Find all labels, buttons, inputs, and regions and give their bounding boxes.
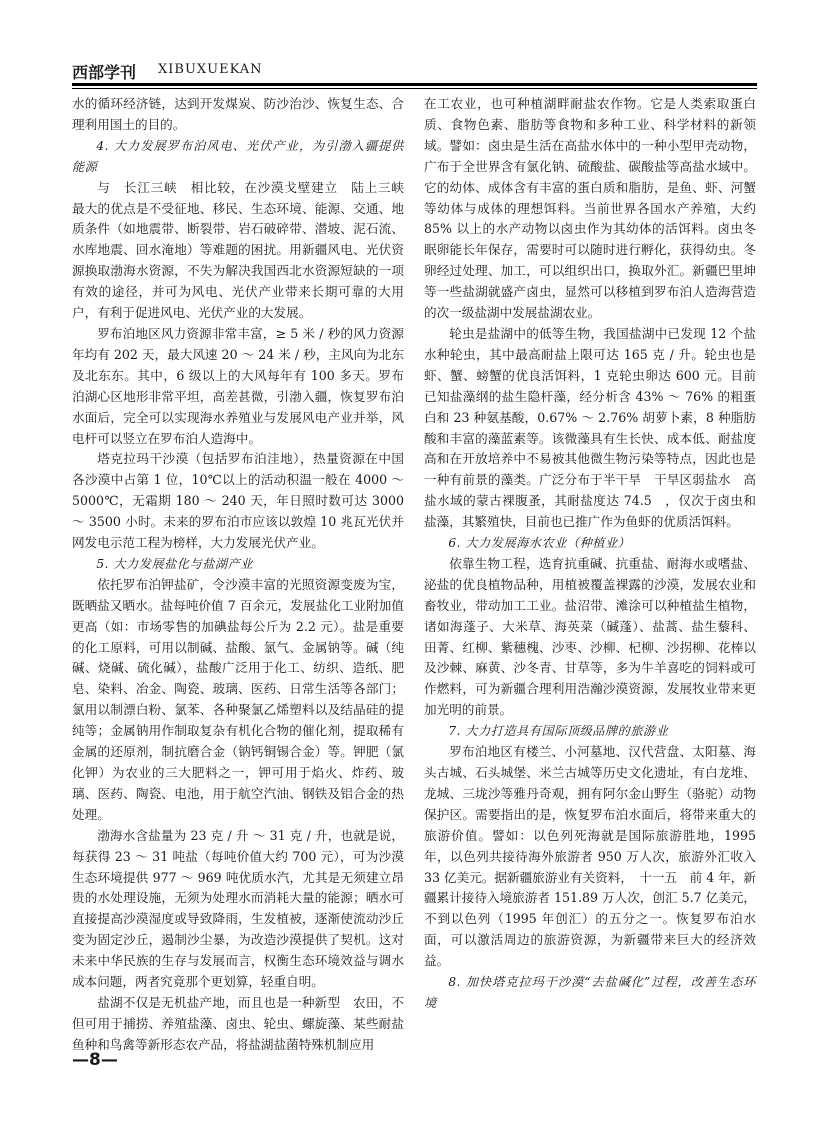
journal-title-cn: 西部学刊 <box>72 63 137 82</box>
page-number: —8— <box>72 1050 118 1070</box>
body-paragraph: 盐湖不仅是无机盐产地，而且也是一种新型 农田，不但可用于捕捞、养殖盐藻、卤虫、轮虫、螺旋藻、某些耐盐鱼种和鸟禽等新形态农产品，将盐湖盐菌特殊机制应用 <box>72 994 404 1052</box>
header-rule-thick <box>72 83 757 86</box>
section-heading: 4. 大力发展罗布泊风电、光伏产业，为引渤入疆提供能源 <box>72 138 404 174</box>
body-paragraph: 依靠生物工程，选育抗重碱、抗重盐、耐海水或嗜盐、泌盐的优良植物品种，用植被覆盖裸露的沙漠，发展农业和畜牧业，带动加工工业。盐沼带、滩涂可以种植盐生植物，诸如海蓬子、大米草、海英菜（碱蓬）、盐蒿、盐生藜科、田菁、红柳、紫穗槐、沙枣、沙柳、杞柳、沙拐柳、花棒以及沙棘、麻黄、沙冬青、甘草等，多为牛羊喜吃的饲料或可作燃料，可为新疆合理利用浩瀚沙漠资源，发展牧业带来更加光明的前景。 <box>424 555 756 718</box>
body-paragraph: 渤海水含盐量为 23 克 / 升 ～ 31 克 / 升，也就是说，每获得 23 ～ 31 吨盐（每吨价值大约 700 元），可为沙漠生态环境提供 977 ～ 969 吨优质水汽，尤其是无须建立昂贵的水处理设施，无须为处理水而消耗大量的能源；晒水可直接提高沙漠湿度或导致降雨，生发植被，逐渐使流动沙丘变为固定沙丘，遏制沙尘暴，为改造沙漠提供了契机。这对未来中华民族的生存与发展而言，权衡生态环境效益与调水成本问题，两者究竟那个更划算，轻重自明。 <box>72 827 404 990</box>
left-column <box>72 94 417 1056</box>
body-paragraph: 水的循环经济链，达到开发煤炭、防沙治沙、恢复生态、合理利用国土的目的。 <box>72 96 404 132</box>
right-column <box>424 94 756 1014</box>
body-paragraph: 塔克拉玛干沙漠（包括罗布泊洼地），热量资源在中国各沙漠中占第 1 位，10℃以上的活动积温一般在 4000 ～ 5000℃，无霜期 180 ～ 240 天，年日照时数可达 3000 ～ 3500 小时。未来的罗布泊市应该以敦煌 10 兆瓦光伏并网发电示范工程为榜样，大力发展光伏产业。 <box>72 451 404 551</box>
section-heading: 5. 大力发展盐化与盐湖产业 <box>96 556 253 571</box>
body-paragraph: 依托罗布泊钾盐矿，令沙漠丰富的光照资源变废为宝，既晒盐又晒水。盐每吨价值 7 百余元，发展盐化工业附加值更高（如：市场零售的加碘盐每公斤为 2.2 元）。盐是重要的化工原料，可用以制碱、盐酸、氯气、金属钠等。碱（纯碱、烧碱、硫化碱），盐酸广泛用于化工、纺织、造纸、肥皂、染料、冶金、陶瓷、玻璃、医药、日常生活等各部门；氯用以制漂白粉、氯苯、各种聚氯乙烯塑料以及结晶硅的提纯等；金属钠用作制取复杂有机化合物的催化剂，提取稀有金属的还原剂，制抗磨合金（钠钙铜锡合金）等。钾肥（氯化钾）为农业的三大肥料之一，钾可用于焰火、炸药、玻璃、医药、陶瓷、电池，用于航空汽油、钢铁及铝合金的热处理。 <box>72 576 404 822</box>
body-paragraph: 罗布泊地区风力资源非常丰富，≥ 5 米 / 秒的风力资源年均有 202 天，最大风速 20 ～ 24 米 / 秒，主风向为北东及北东东。其中，6 级以上的大风每年有 100 多天。罗布泊湖心区地形非常平坦，高差甚微，引渤入疆，恢复罗布泊水面后，完全可以实现海水养殖业与发展风电产业并举，风电杆可以竖立在罗布泊人造海中。 <box>72 325 404 446</box>
body-paragraph: 轮虫是盐湖中的低等生物，我国盐湖中已发现 12 个盐水种轮虫，其中最高耐盐上限可达 165 克 / 升。轮虫也是虾、蟹、螃蟹的优良活饵料，1 克轮虫卵达 600 元。目前已知盐藻纲的盐生隐杆藻，经分析含 43% ～ 76% 的粗蛋白和 23 种氨基酸，0.67% ～ 2.76% 胡萝卜素，8 种脂肪酸和丰富的藻蓝素等。该微藻具有生长快、成本低、耐盐度高和在开放培养中不易被其他微生物污染等特点，因此也是一种有前景的藻类。广泛分布于半干旱 干旱区弱盐水 高盐水域的蒙古裸腹蚤，其耐盐度达 74.5 ，仅次于卤虫和盐藻，其繁殖快，目前也已推广作为鱼虾的优质活饵料。 <box>424 325 756 530</box>
body-paragraph: 与 长江三峡 相比较，在沙漠戈壁建立 陆上三峡 最大的优点是不受征地、移民、生态环境、能源、交通、地质条件（如地震带、断裂带、岩石破碎带、潜坡、泥石流、水库地震、回水淹地）等难题的困扰。用新疆风电、光伏资源换取渤海水资源，不失为解决我国西北水资源短缺的一项有效的途径，并可为风电、光伏产业带来长期可靠的大用户，有利于促进风电、光伏产业的大发展。 <box>72 179 417 321</box>
section-heading: 7. 大力打造具有国际顶级品牌的旅游业 <box>448 724 669 739</box>
body-paragraph: 在工农业，也可种植湖畔耐盐农作物。它是人类索取蛋白质、食物色素、脂肪等食物和多种工业、科学材料的新领域。譬如：卤虫是生活在高盐水体中的一种小型甲壳动物，广布于全世界含有氯化钠、硫酸盐、碳酸盐等高盐水域中。它的幼体、成体含有丰富的蛋白质和脂肪，是鱼、虾、河蟹等幼体与成体的理想饵料。当前世界各国水产养殖，大约 85% 以上的水产动物以卤虫作为其幼体的活饵料。卤虫冬眠卵能长年保存，需要时可以随时进行孵化，获得幼虫。冬卵经过处理、加工，可以组织出口，换取外汇。新疆巴里坤等一些盐湖就盛产卤虫，显然可以移植到罗布泊人造海营造的次一级盐湖中发展盐湖农业。 <box>424 96 756 321</box>
running-header <box>72 58 757 82</box>
section-heading: 6. 大力发展海水农业（种植业） <box>448 536 631 551</box>
header-rule-thin <box>72 88 757 89</box>
body-paragraph: 罗布泊地区有楼兰、小河墓地、汉代营盘、太阳墓、海头古城、石头城堡、米兰古城等历史文化遗址，有白龙堆、龙城、三垅沙等雅丹奇观，拥有阿尔金山野生（骆驼）动物保护区。需要指出的是，恢复罗布泊水面后，将带来重大的旅游价值。譬如：以色列死海就是国际旅游胜地，1995 年，以色列共接待海外旅游者 950 万人次，旅游外汇收入 33 亿美元。据新疆旅游业有关资料， 十一五 前 4 年，新疆累计接待入境旅游者 151.89 万人次，创汇 5.7 亿美元，不到以色列（1995 年创汇）的五分之一。恢复罗布泊水面，可以激活周边的旅游资源，为新疆带来巨大的经济效益。 <box>424 744 756 969</box>
journal-title-en: XIBUXUEKAN <box>158 62 263 77</box>
section-heading: 8. 加快塔克拉玛干沙漠“去盐碱化”过程，改善生态环境 <box>424 975 756 1010</box>
